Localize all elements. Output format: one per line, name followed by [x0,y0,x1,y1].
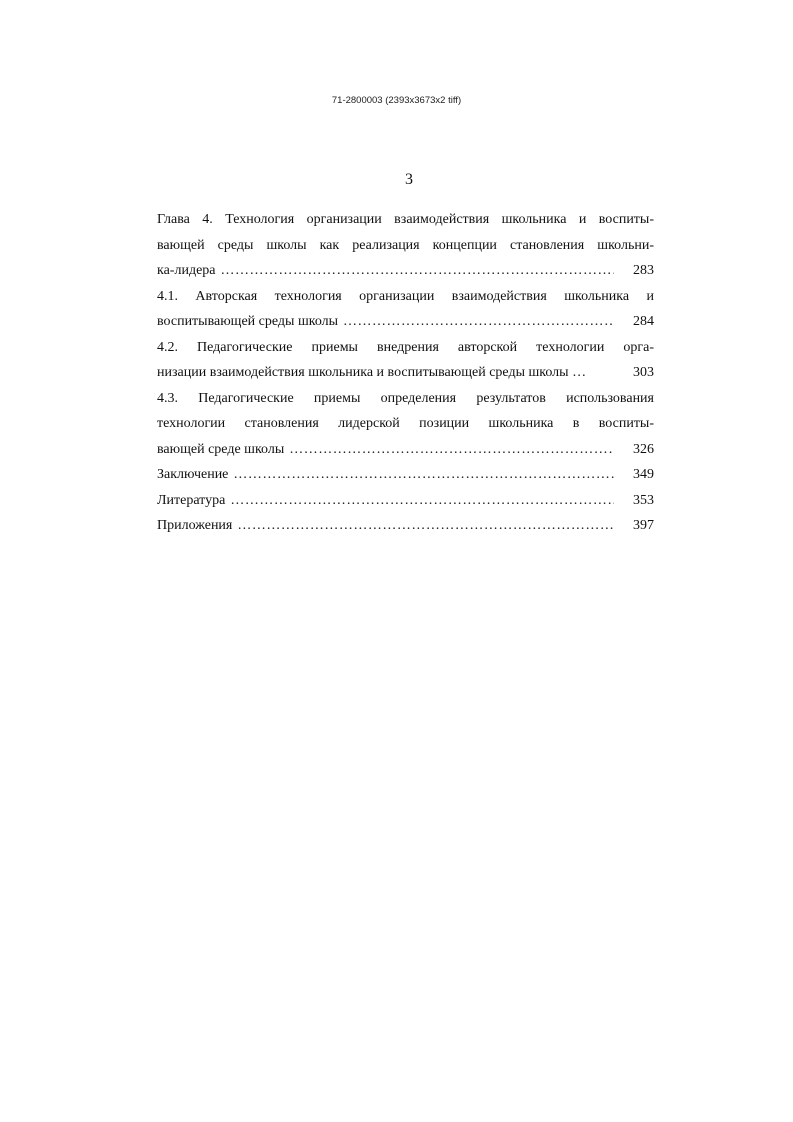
toc-page-number: 353 [633,492,654,508]
toc-entry-label: Заключение [157,467,229,482]
dot-leader [230,488,614,514]
toc-entry-leader-line [157,360,654,386]
toc-page-number: 284 [633,314,654,329]
toc-page-number: 397 [633,518,654,533]
dot-leader [233,462,614,488]
table-of-contents [157,207,654,539]
toc-entry-text-line: 4.1. Авторская технология организации взаимодействия школьника и [157,288,654,304]
toc-entry-conclusion[interactable] [157,462,654,488]
dot-leader [221,258,615,284]
dot-leader [289,437,614,463]
toc-entry-literature[interactable] [157,488,654,514]
toc-entry-text-line: вающей среде школы [157,441,285,457]
toc-entry-text-line: 4.2. Педагогические приемы внедрения авторской технологии орга- [157,339,654,355]
toc-entry-leader-line [157,309,654,335]
toc-page-number: 303 [633,365,654,380]
toc-entry-text-line: технологии становления лидерской позиции школьника в воспиты- [157,416,654,431]
toc-entry-text-line: 4.3. Педагогические приемы определения результатов использования [157,390,654,406]
toc-entry-text-line: вающей среды школы как реализация концепции становления школьни- [157,237,654,253]
toc-entry-text-line: ка-лидера [157,263,216,278]
toc-entry-chapter-4[interactable] [157,207,654,284]
toc-entry-leader-line [157,258,654,284]
toc-page-number: 326 [633,441,654,457]
page-number: 3 [405,171,413,188]
scan-header: 71-2800003 (2393x3673x2 tiff) [331,95,462,106]
toc-entry-label: Литература [157,492,226,508]
toc-entry-label: Приложения [157,518,233,533]
toc-entry-appendices[interactable] [157,513,654,539]
toc-entry-text-line: низации взаимодействия школьника и воспитывающей среды школы … [157,365,587,380]
dot-leader [237,513,614,539]
toc-page-number: 283 [633,263,654,278]
toc-page-number: 349 [633,467,654,482]
toc-entry-section-4-2[interactable] [157,335,654,386]
toc-entry-section-4-1[interactable] [157,284,654,335]
toc-entry-section-4-3[interactable] [157,386,654,463]
dot-leader [343,309,614,335]
toc-entry-text-line: Глава 4. Технология организации взаимодействия школьника и воспиты- [157,212,654,227]
toc-entry-text-line: воспитывающей среды школы [157,314,339,329]
toc-entry-leader-line [157,437,654,463]
